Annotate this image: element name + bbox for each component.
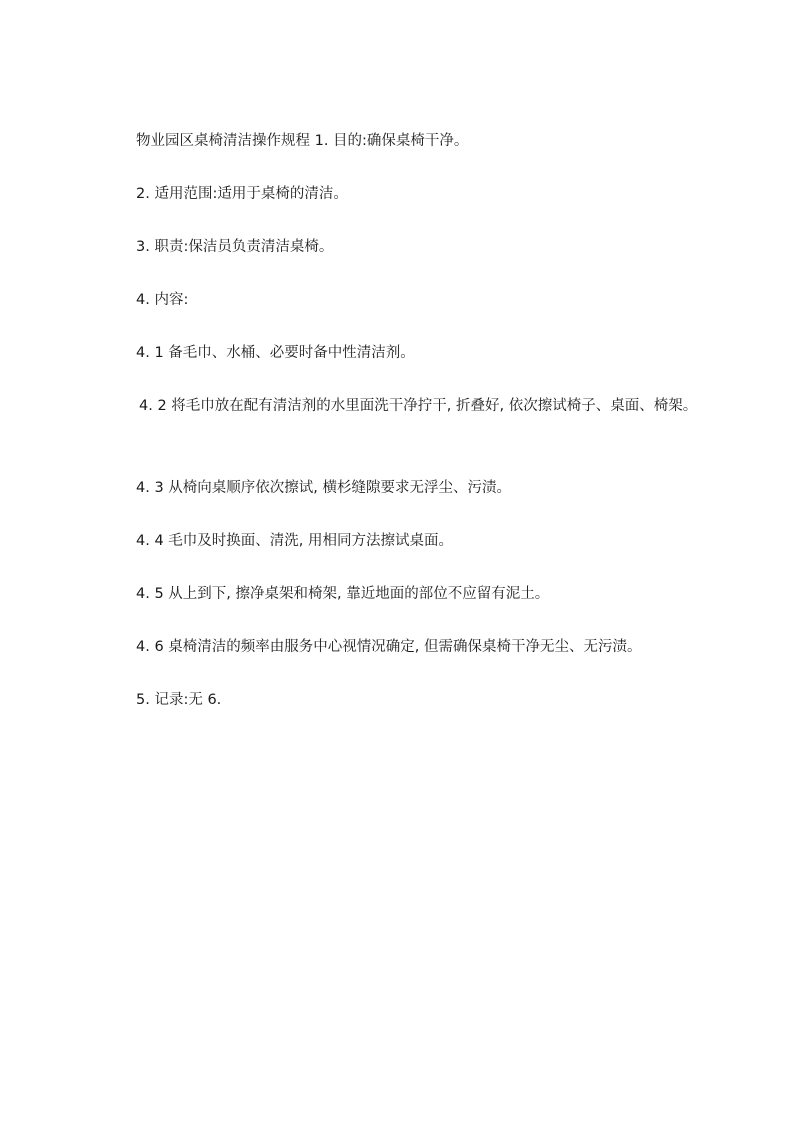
scope-paragraph: 2. 适用范围:适用于桌椅的清洁。 (136, 186, 348, 202)
title-paragraph: 物业园区桌椅清洁操作规程 1. 目的:确保桌椅干净。 (136, 133, 469, 149)
responsibility-paragraph: 3. 职责:保洁员负责清洁桌椅。 (136, 239, 334, 255)
content-item-4-1: 4. 1 备毛巾、水桶、必要时备中性清洁剂。 (136, 345, 415, 361)
content-item-4-4: 4. 4 毛巾及时换面、清洗, 用相同方法擦试桌面。 (136, 533, 453, 549)
content-item-4-2: 4. 2 将毛巾放在配有清洁剂的水里面洗干净拧干, 折叠好, 依次擦试椅子、桌面、椅架。 (139, 398, 698, 414)
record-paragraph: 5. 记录:无 6. (136, 692, 222, 708)
content-item-4-3: 4. 3 从椅向桌顺序依次擦试, 横杉缝隙要求无浮尘、污渍。 (136, 480, 511, 496)
content-item-4-5: 4. 5 从上到下, 擦净桌架和椅架, 靠近地面的部位不应留有泥土。 (136, 586, 550, 602)
content-item-4-6: 4. 6 桌椅清洁的频率由服务中心视情况确定, 但需确保桌椅干净无尘、无污渍。 (136, 639, 642, 655)
content-heading: 4. 内容: (136, 292, 189, 308)
